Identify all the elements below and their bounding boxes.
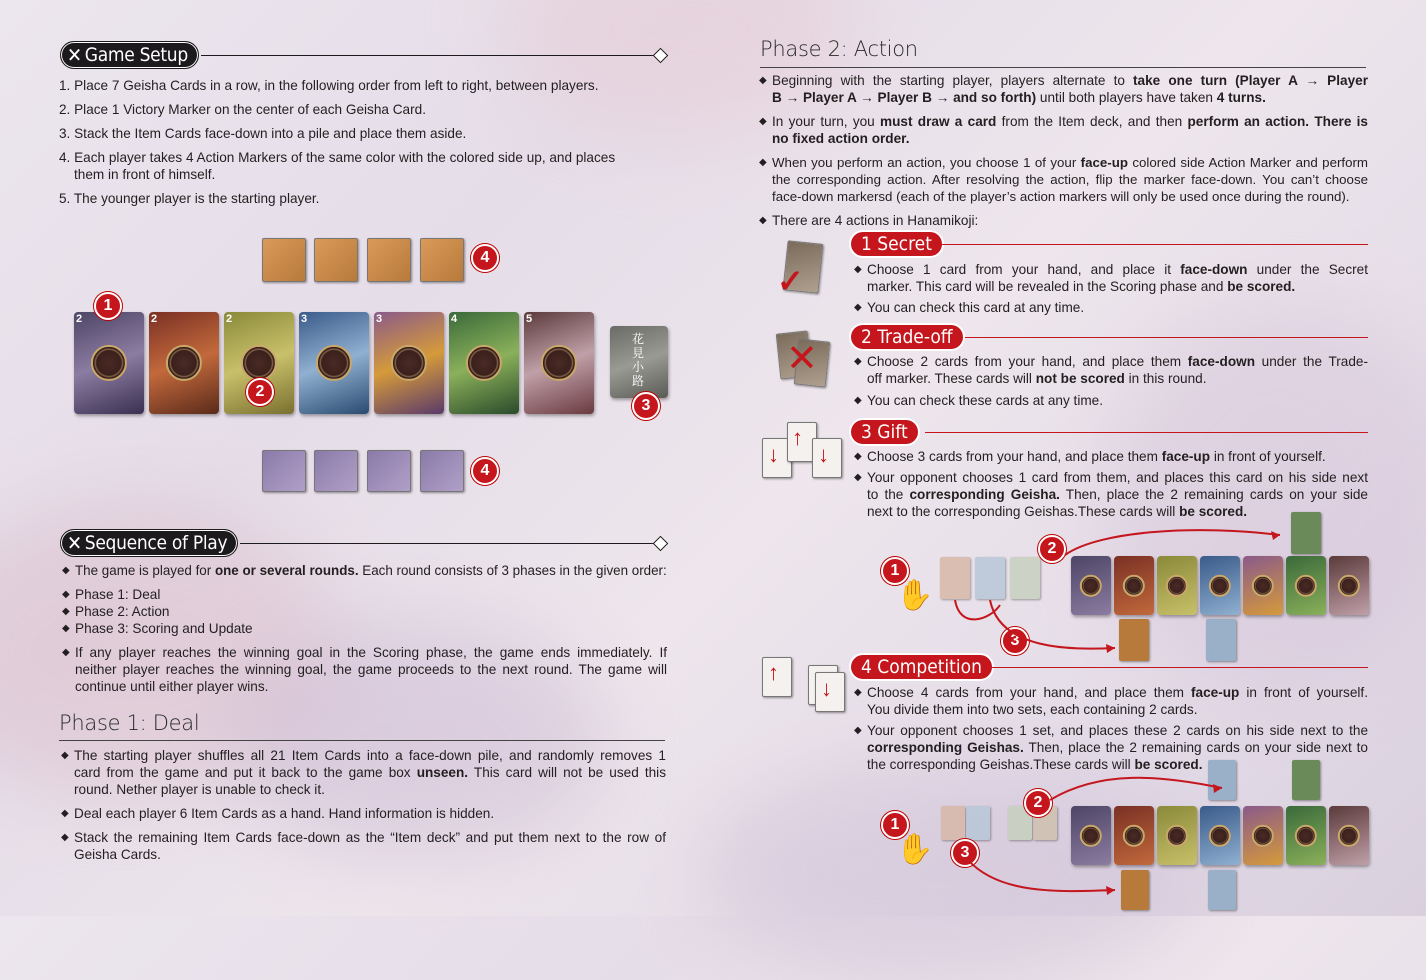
arrow-icon: ↓ — [818, 442, 829, 467]
setup-step-2: 2. Place 1 Victory Marker on the center of each Geisha Card. — [59, 102, 426, 117]
diagram-badge-1: 1 — [881, 557, 909, 585]
geisha-card — [1243, 556, 1283, 615]
gift-text-1: ◆ Choose 3 cards from your hand, and place them face-up in front of yourself. — [867, 448, 1326, 465]
diagram-badge-2: 2 — [1038, 535, 1066, 563]
action-marker — [420, 450, 464, 492]
arrow-icon: ↓ — [768, 442, 779, 467]
competition-text-2: ◆ Your opponent chooses 1 set, and places these 2 cards on his side next to the corresponding Geishas. Then, place the 2 remaining cards on your side next to the corresponding Geishas.These cards will be scored. — [867, 722, 1368, 773]
phase1-stack: ◆ Stack the remaining Item Cards face-down as the “Item deck” and put them next to the row of Geisha Cards. — [74, 829, 666, 863]
diagram-badge-3: 3 — [951, 839, 979, 867]
action-marker — [367, 450, 411, 492]
action-marker — [314, 238, 358, 282]
cross-icon: ✕ — [786, 338, 818, 380]
geisha-card: 2 — [149, 312, 219, 414]
geisha-card: 4 — [449, 312, 519, 414]
hand-icon: ✋ — [896, 833, 934, 866]
item-card — [1291, 512, 1321, 554]
phase-list-item: ◆ Phase 1: Deal — [75, 586, 160, 603]
tradeoff-text-1: ◆ Choose 2 cards from your hand, and place them face-down under the Trade- off marker. These cards will not be scored in this round. — [867, 353, 1368, 387]
action-marker — [262, 450, 306, 492]
action-competition-title: 4 Competition — [851, 655, 992, 679]
badge-4-top: 4 — [471, 244, 499, 272]
setup-step-4-cont: them in front of himself. — [74, 167, 216, 182]
badge-3: 3 — [632, 392, 660, 420]
geisha-card: 2 — [224, 312, 294, 414]
gift-text-2: ◆ Your opponent chooses 1 card from them, and places this card on his side next to the corresponding Geisha. Then, place the 2 remaining cards on your side next to the corresponding Geishas.These cards will be scored. — [867, 469, 1368, 520]
phase2-draw: ◆ In your turn, you must draw a card from the Item deck, and then perform an action. There is no fixed action order. — [772, 113, 1368, 147]
geisha-card — [1243, 806, 1283, 865]
setup-step-5: 5. The younger player is the starting player. — [59, 191, 320, 206]
geisha-card: 2 — [74, 312, 144, 414]
phase2-turns: ◆ Beginning with the starting player, players alternate to take one turn (Player A → Player B → Player A → Player B → and so forth) until both players have taken 4 turns. — [772, 72, 1368, 106]
secret-text-1: ◆ Choose 1 card from your hand, and place it face-down under the Secret marker. This card will be revealed in the Scoring phase and be scored. — [867, 261, 1368, 295]
diamond-icon — [653, 47, 669, 63]
item-card — [1292, 760, 1320, 800]
sequence-intro: ◆ The game is played for one or several rounds. Each round consists of 3 phases in the given order: — [75, 562, 667, 579]
action-secret-title: 1 Secret — [851, 232, 942, 256]
diagram-badge-1: 1 — [881, 811, 909, 839]
setup-step-1: 1. Place 7 Geisha Cards in a row, in the following order from left to right, between players. — [59, 78, 599, 93]
geisha-card — [1329, 556, 1369, 615]
geisha-card — [1071, 806, 1111, 865]
geisha-card — [1286, 806, 1326, 865]
phase2-perform: ◆ When you perform an action, you choose 1 of your face-up colored side Action Marker and perform the corresponding action. After resolving the action, flip the marker face-down. You can’t choose face-down markersd (each of the player’s action markers will only be used once during the round). — [772, 154, 1368, 205]
action-marker — [314, 450, 358, 492]
action-tradeoff-title: 2 Trade-off — [851, 325, 963, 349]
item-deck — [610, 326, 668, 398]
geisha-card — [1071, 556, 1111, 615]
action-marker — [262, 238, 306, 282]
geisha-card — [1157, 556, 1197, 615]
geisha-card: 3 — [374, 312, 444, 414]
phase1-deal: ◆ Deal each player 6 Item Cards as a hand. Hand information is hidden. — [74, 805, 494, 822]
phase1-title: Phase 1: Deal — [59, 711, 200, 735]
badge-2: 2 — [246, 378, 274, 406]
arrow-icon: ↑ — [768, 660, 779, 685]
x-icon: ✕ — [67, 531, 82, 555]
diamond-icon — [653, 535, 669, 551]
geisha-card — [1286, 556, 1326, 615]
diagram-badge-3: 3 — [1001, 627, 1029, 655]
checkmark-icon: ✓ — [777, 263, 804, 299]
arrow-icon: ↓ — [821, 676, 832, 701]
phase1-shuffle: ◆ The starting player shuffles all 21 Item Cards into a face-down pile, and randomly removes 1 card from the game and put it back to the game box unseen. This card will not be used this round. Nether player is unable to check it. — [74, 747, 666, 798]
hand-icon: ✋ — [896, 579, 934, 612]
geisha-card — [1200, 556, 1240, 615]
action-gift-title: 3 Gift — [851, 420, 918, 444]
end-rule: ◆ If any player reaches the winning goal in the Scoring phase, the game ends immediately. If neither player reaches the winning goal, the game proceeds to the next round. The game will continue until either player wins. — [75, 644, 667, 695]
geisha-card — [1157, 806, 1197, 865]
badge-1: 1 — [94, 292, 122, 320]
geisha-card — [1114, 806, 1154, 865]
arrow-icon: ↑ — [792, 425, 803, 450]
phase-list-item: ◆ Phase 2: Action — [75, 603, 169, 620]
game-setup-heading: ✕ Game Setup — [60, 42, 666, 68]
geisha-card: 3 — [299, 312, 369, 414]
deck-label: 花見小路 — [632, 332, 645, 388]
tradeoff-text-2: ◆ You can check these cards at any time. — [867, 392, 1103, 409]
phase2-title: Phase 2: Action — [760, 37, 918, 61]
secret-text-2: ◆ You can check this card at any time. — [867, 299, 1084, 316]
setup-step-3: 3. Stack the Item Cards face-down into a pile and place them aside. — [59, 126, 467, 141]
geisha-card — [1114, 556, 1154, 615]
action-marker — [420, 238, 464, 282]
competition-text-1: ◆ Choose 4 cards from your hand, and place them face-up in front of yourself. You divide them into two sets, each containing 2 cards. — [867, 684, 1368, 718]
phase-list-item: ◆ Phase 3: Scoring and Update — [75, 620, 253, 637]
geisha-card — [1200, 806, 1240, 865]
phase2-four-actions: ◆ There are 4 actions in Hanamikoji: — [772, 212, 978, 229]
diagram-badge-2: 2 — [1024, 789, 1052, 817]
setup-step-4: 4. Each player takes 4 Action Markers of the same color with the colored side up, and places — [59, 150, 616, 165]
x-icon: ✕ — [67, 43, 82, 67]
badge-4-bottom: 4 — [471, 457, 499, 485]
geisha-card: 5 — [524, 312, 594, 414]
action-marker — [367, 238, 411, 282]
sequence-heading: ✕ Sequence of Play — [60, 530, 666, 556]
geisha-card — [1329, 806, 1369, 865]
